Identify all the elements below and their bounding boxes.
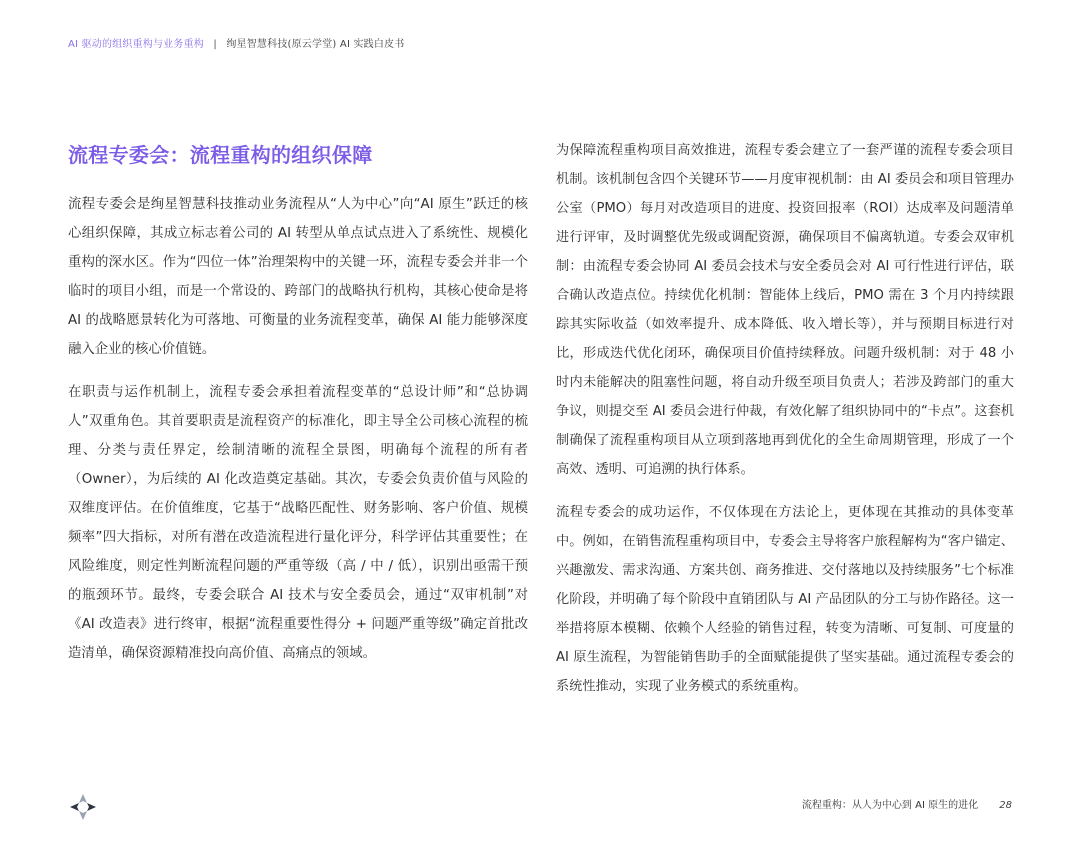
body-paragraph: 流程专委会的成功运作，不仅体现在方法论上，更体现在其推动的具体变革中。例如，在销售流程重构项目中，专委会主导将客户旅程解构为“客户锚定、兴趣激发、需求沟通、方案共创、商务推进、交付落地以及持续服务”七个标准化阶段，并明确了每个阶段中直销团队与 AI 产品团队的分工与协作路径。这一举措将原本模糊、依赖个人经验的销售过程，转变为清晰、可复制、可度量的 AI 原生流程，为智能销售助手的全面赋能提供了坚实基础。通过流程专委会的系统性推动，实现了业务模式的系统重构。	[556, 505, 1014, 694]
page-number: 28	[999, 800, 1012, 811]
brand-logo-icon	[68, 792, 98, 822]
page-footer	[802, 796, 1012, 811]
page-title: 流程专委会：流程重构的组织保障	[68, 143, 373, 167]
body-paragraph: 流程专委会是绚星智慧科技推动业务流程从“人为中心”向“AI 原生”跃迁的核心组织保障，其成立标志着公司的 AI 转型从单点试点进入了系统性、规模化重构的深水区。作为“四位一体”治理架构中的关键一环，流程专委会并非一个临时的项目小组，而是一个常设的、跨部门的战略执行机构，其核心使命是将 AI 的战略愿景转化为可落地、可衡量的业务流程变革，确保 AI 能力能够深度融入企业的核心价值链。	[68, 197, 528, 357]
right-column	[556, 136, 1014, 715]
running-header	[68, 38, 404, 52]
footer-chapter-title: 流程重构：从人为中心到 AI 原生的进化	[801, 800, 979, 811]
body-paragraph: 在职责与运作机制上，流程专委会承担着流程变革的“总设计师”和“总协调人”双重角色。其首要职责是流程资产的标准化，即主导全公司核心流程的梳理、分类与责任界定，绘制清晰的流程全景图，明确每个流程的所有者（Owner），为后续的 AI 化改造奠定基础。其次，专委会负责价值与风险的双维度评估。在价值维度，它基于“战略匹配性、财务影响、客户价值、规模频率”四大指标，对所有潜在改造流程进行量化评分，科学评估其重要性；在风险维度，则定性判断流程问题的严重等级（高 / 中 / 低），识别出亟需干预的瓶颈环节。最终，专委会联合 AI 技术与安全委员会，通过“双审机制”对《AI 改造表》进行终审，根据“流程重要性得分 + 问题严重等级”确定首批改造清单，确保资源精准投向高价值、高痛点的领域。	[68, 385, 528, 661]
header-separator: |	[213, 39, 217, 50]
body-paragraph: 为保障流程重构项目高效推进，流程专委会建立了一套严谨的流程专委会项目机制。该机制包含四个关键环节——月度审视机制：由 AI 委员会和项目管理办公室（PMO）每月对改造项目的进度、投资回报率（ROI）达成率及问题清单进行评审，及时调整优先级或调配资源，确保项目不偏离轨道。专委会双审机制：由流程专委会协同 AI 委员会技术与安全委员会对 AI 可行性进行评估，联合确认改造点位。持续优化机制：智能体上线后，PMO 需在 3 个月内持续跟踪其实际收益（如效率提升、成本降低、收入增长等），并与预期目标进行对比，形成迭代优化闭环，确保项目价值持续释放。问题升级机制：对于 48 小时内未能解决的阻塞性问题，将自动升级至项目负责人；若涉及跨部门的重大争议，则提交至 AI 委员会进行仲裁，有效化解了组织协同中的“卡点”。这套机制确保了流程重构项目从立项到落地再到优化的全生命周期管理，形成了一个高效、透明、可追溯的执行体系。	[556, 143, 1014, 477]
header-book-title: 绚星智慧科技(原云学堂) AI 实践白皮书	[226, 39, 405, 50]
header-section: AI 驱动的组织重构与业务重构	[68, 39, 204, 50]
left-column	[68, 136, 528, 682]
